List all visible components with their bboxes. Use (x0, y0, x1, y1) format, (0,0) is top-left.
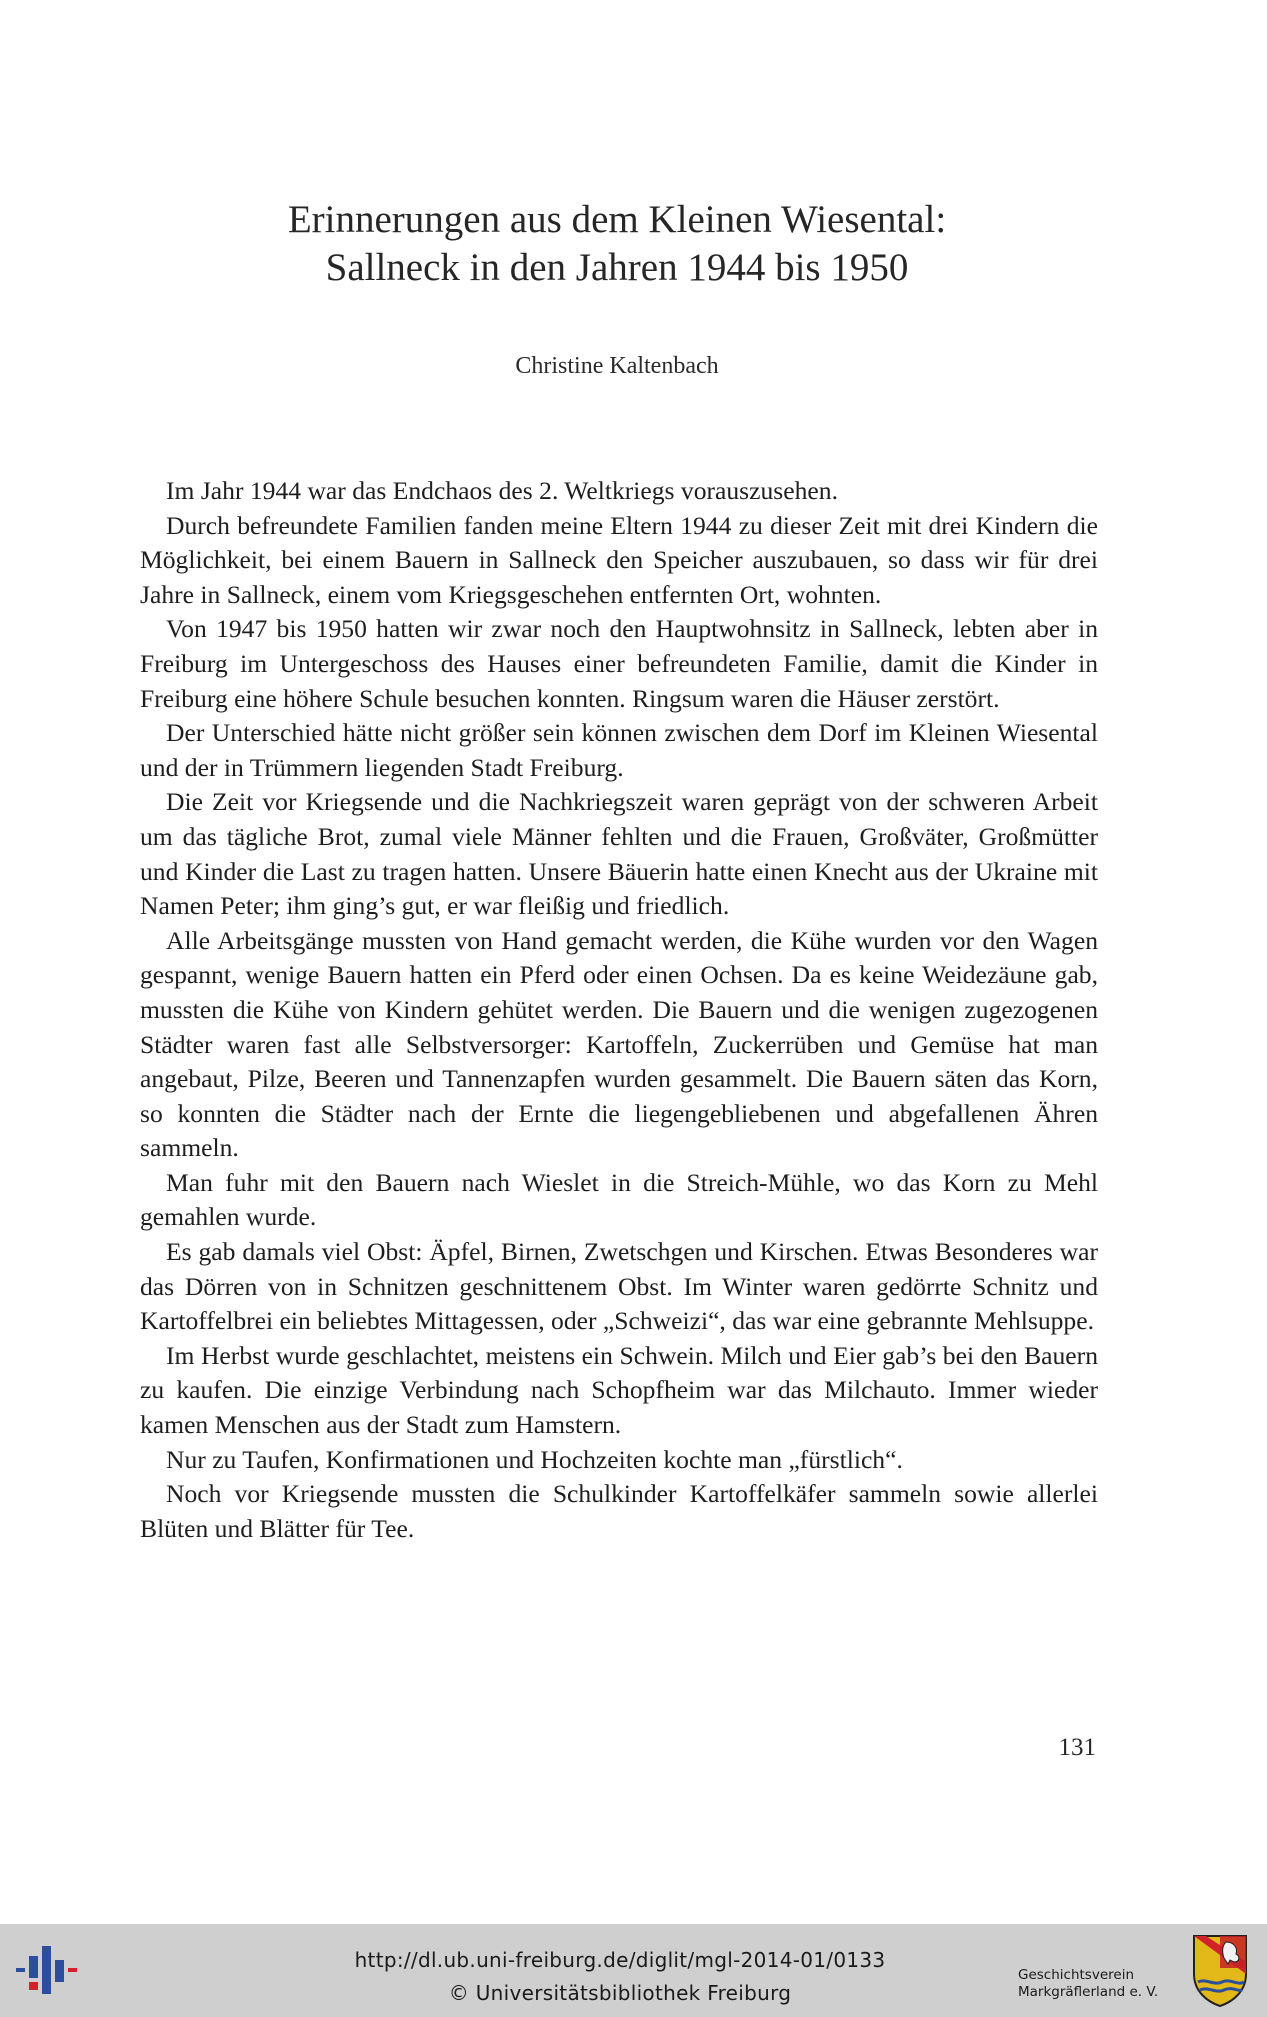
author-name: Christine Kaltenbach (515, 353, 719, 379)
title-line-1: Erinnerungen aus dem Kleinen Wiesental: (287, 198, 947, 241)
paragraph: Von 1947 bis 1950 hatten wir zwar noch den Hauptwohnsitz in Sallneck, lebten aber in Freiburg im Untergeschoss des Hauses einer befreundeten Familie, damit die Kinder in Freiburg eine höhere Schule besuchen konnten. Ringsum waren die Häuser zerstört. (140, 614, 1098, 713)
paragraph: Alle Arbeitsgänge mussten von Hand gemacht werden, die Kühe wurden vor den Wagen gespannt, wenige Bauern hatten ein Pferd oder einen Ochsen. Da es keine Weidezäune gab, mussten die Kühe von Kindern gehütet werden. Die Bauern und die wenigen zugezogenen Städter waren fast alle Selbstversorger: Kartoffeln, Zuckerrüben und Gemüse hat man angebaut, Pilze, Beeren und Tannenzapfen wurden gesammelt. Die Bauern säten das Korn, so konnten die Städter nach der Ernte die liegengebliebenen und abgefallenen Ähren sammeln. (140, 925, 1098, 1163)
paragraph: Es gab damals viel Obst: Äpfel, Birnen, Zwetschgen und Kirschen. Etwas Besonderes war das Dörren von in Schnitzen geschnittenem Obst. Im Winter waren gedörrte Schnitz und Kartoffelbrei ein beliebtes Mittagessen, oder „Schweizi“, das war eine gebrannte Mehlsuppe. (140, 1237, 1098, 1336)
paragraph: Der Unterschied hätte nicht größer sein können zwischen dem Dorf im Kleinen Wiesental und der in Trümmern liegenden Stadt Freiburg. (140, 718, 1098, 782)
paragraph: Nur zu Taufen, Konfirmationen und Hochzeiten kochte man „fürstlich“. (166, 1444, 903, 1474)
paragraph: Durch befreundete Familien fanden meine Eltern 1944 zu dieser Zeit mit drei Kindern die Möglichkeit, bei einem Bauern in Sallneck den Speicher auszubauen, so dass wir für drei Jahre in Sallneck, einem vom Kriegsgeschehen entfernten Ort, wohnten. (140, 510, 1098, 609)
article-title (0, 196, 1234, 293)
paragraph: Im Herbst wurde geschlachtet, meistens ein Schwein. Milch und Eier gab’s bei den Bauern zu kaufen. Die einzige Verbindung nach Schopfheim war das Milchauto. Immer wieder kamen Menschen aus der Stadt zum Hamstern. (140, 1340, 1098, 1440)
title-line-2: Sallneck in den Jahren 1944 bis 1950 (325, 246, 909, 290)
page-number: 131 (1058, 1734, 1096, 1761)
ub-freiburg-logo-icon[interactable] (16, 1946, 80, 1994)
paragraph: Die Zeit vor Kriegsende und die Nachkriegszeit waren geprägt von der schweren Arbeit um das tägliche Brot, zumal viele Männer fehlten und die Frauen, Großväter, Großmütter und Kinder die Last zu tragen hatten. Unsere Bäuerin hatte einen Knecht aus der Ukraine mit Namen Peter; ihm ging’s gut, er war fleißig und friedlich. (140, 787, 1098, 921)
paragraph: Noch vor Kriegsende mussten die Schulkinder Kartoffelkäfer sammeln sowie allerlei Blüten und Blätter für Tee. (140, 1479, 1098, 1543)
paragraph: Im Jahr 1944 war das Endchaos des 2. Weltkriegs vorauszusehen. (166, 476, 838, 505)
society-line-2: Markgräflerland e. V. (1018, 1984, 1159, 2000)
society-line-1: Geschichtsverein (1018, 1967, 1134, 1983)
society-name (1018, 1967, 1158, 2001)
coat-of-arms-icon (1192, 1934, 1248, 2008)
article-body (140, 474, 1098, 1546)
copyright-text: © Universitätsbibliothek Freiburg (448, 1981, 792, 2005)
paragraph: Man fuhr mit den Bauern nach Wieslet in die Streich-Mühle, wo das Korn zu Mehl gemahlen wurde. (140, 1167, 1098, 1232)
footer-bar (0, 1924, 1267, 2017)
source-url-link[interactable]: http://dl.ub.uni-freiburg.de/diglit/mgl-2014-01/0133 (354, 1948, 886, 1972)
